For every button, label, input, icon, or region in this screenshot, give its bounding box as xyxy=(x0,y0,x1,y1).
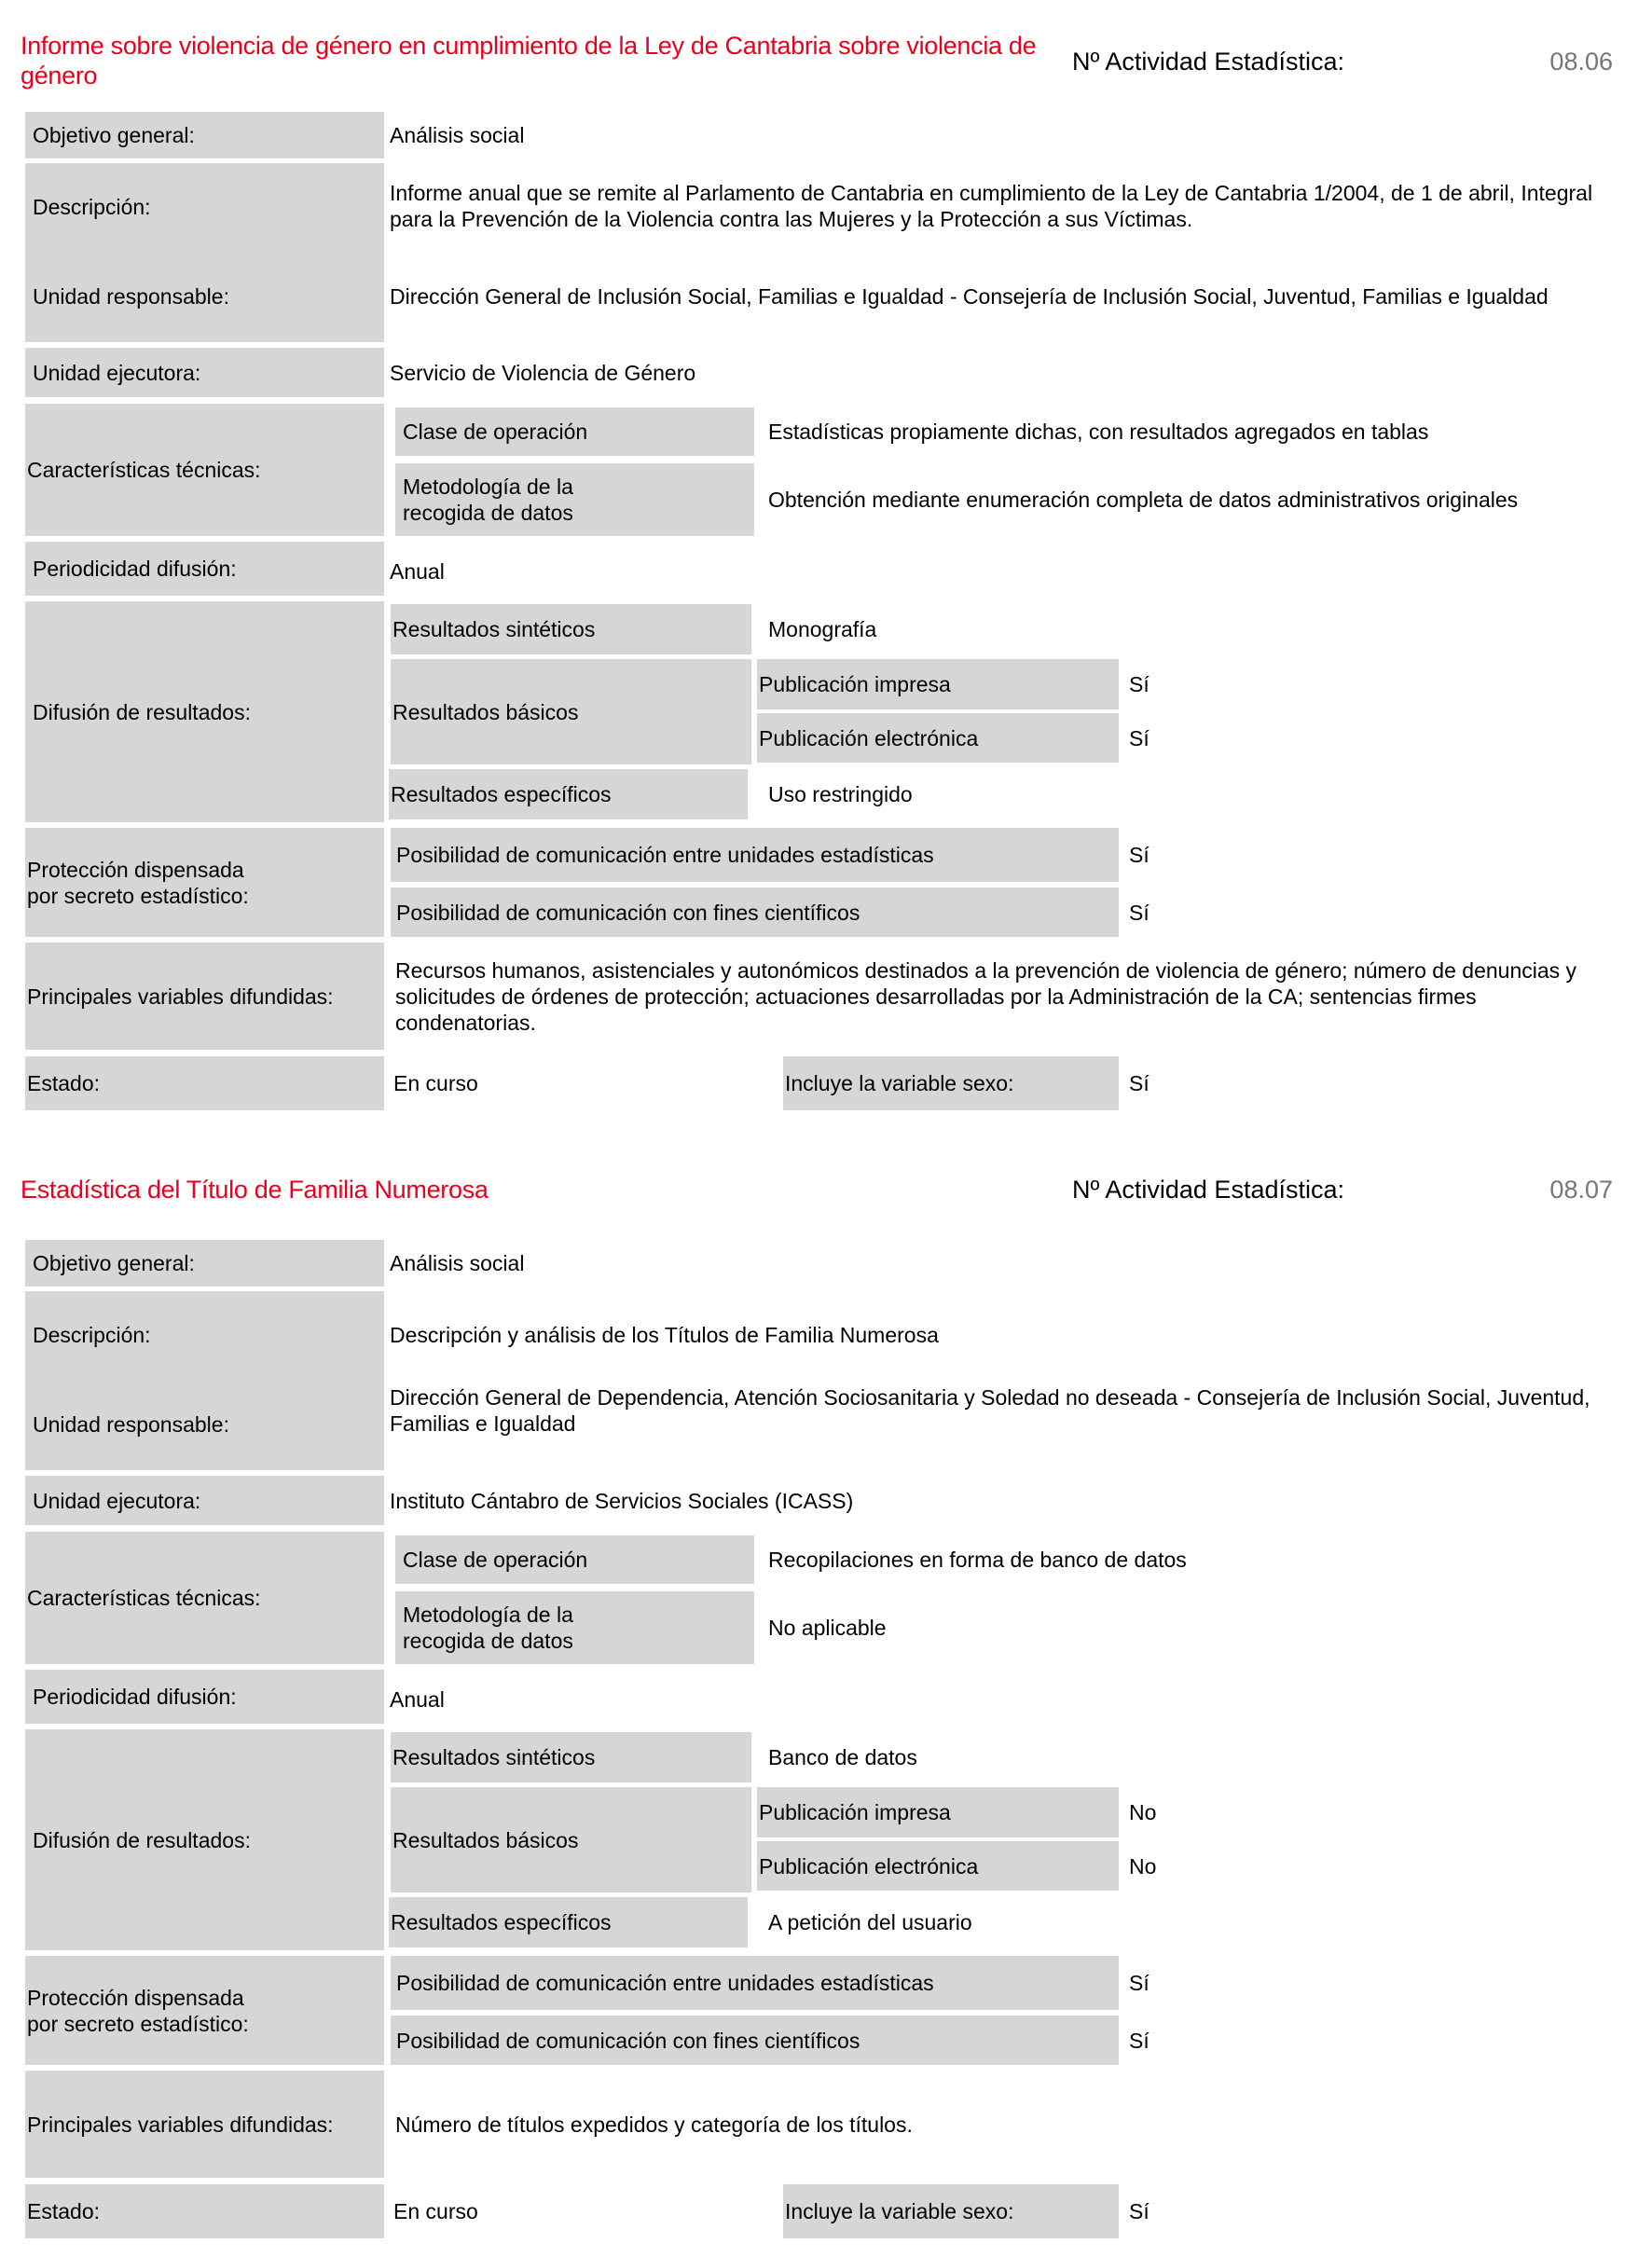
clase-operacion-label: Clase de operación xyxy=(395,1535,754,1584)
activity-number-label: Nº Actividad Estadística: xyxy=(1072,1176,1344,1204)
metodologia-label: Metodología de la recogida de datos xyxy=(395,1591,754,1664)
publicacion-electronica-label: Publicación electrónica xyxy=(757,1841,1119,1891)
periodicidad-label: Periodicidad difusión: xyxy=(25,1670,384,1724)
activity-number: 08.06 xyxy=(1549,48,1613,76)
difusion-label: Difusión de resultados: xyxy=(25,1729,384,1950)
resultados-especificos-value: A petición del usuario xyxy=(768,1910,972,1934)
estado-value: En curso xyxy=(393,1071,478,1095)
resultados-sinteticos-value: Monografía xyxy=(768,617,877,641)
unidad-responsable-value: Dirección General de Inclusión Social, Familias e Igualdad - Consejería de Inclusión Social, Juventud, Familias e Igualdad xyxy=(390,284,1549,309)
activity-number: 08.07 xyxy=(1549,1176,1613,1204)
periodicidad-value: Anual xyxy=(390,1687,445,1712)
variables-label: Principales variables difundidas: xyxy=(25,2071,384,2178)
objetivo-value: Análisis social xyxy=(390,123,525,147)
unidad-responsable-label: Unidad responsable: xyxy=(33,1412,229,1437)
activity-section xyxy=(0,1128,1652,2256)
unidad-responsable-value: Dirección General de Dependencia, Atención Sociosanitaria y Soledad no deseada - Consejería de Inclusión Social, Juventud, Familias e Igualdad xyxy=(390,1385,1590,1436)
resultados-especificos-value: Uso restringido xyxy=(768,782,913,806)
metodologia-label: Metodología de la recogida de datos xyxy=(395,463,754,536)
variable-sexo-label: Incluye la variable sexo: xyxy=(783,2184,1119,2238)
resultados-basicos-label: Resultados básicos xyxy=(391,1787,751,1892)
clase-operacion-label: Clase de operación xyxy=(395,407,754,456)
metodologia-value: No aplicable xyxy=(768,1616,887,1640)
activity-title: Estadística del Título de Familia Numerosa xyxy=(21,1176,489,1204)
descripcion-label: Descripción: xyxy=(33,1323,151,1347)
unidad-responsable-label: Unidad responsable: xyxy=(33,284,229,309)
resultados-sinteticos-label: Resultados sintéticos xyxy=(391,604,751,654)
resultados-especificos-label: Resultados específicos xyxy=(389,769,748,819)
resultados-basicos-label: Resultados básicos xyxy=(391,659,751,764)
activity-title: Informe sobre violencia de género en cumplimiento de la Ley de Cantabria sobre violencia de género xyxy=(21,32,1037,89)
comunicacion-cientificos-value: Sí xyxy=(1129,2028,1150,2053)
comunicacion-unidades-value: Sí xyxy=(1129,843,1150,867)
metodologia-value: Obtención mediante enumeración completa de datos administrativos originales xyxy=(768,488,1519,512)
variable-sexo-value: Sí xyxy=(1129,1071,1150,1095)
publicacion-impresa-value: No xyxy=(1129,1800,1157,1824)
unidad-ejecutora-label: Unidad ejecutora: xyxy=(25,348,384,397)
variable-sexo-value: Sí xyxy=(1129,2199,1150,2223)
objetivo-label: Objetivo general: xyxy=(25,112,384,158)
comunicacion-cientificos-label: Posibilidad de comunicación con fines científicos xyxy=(391,2016,1119,2065)
publicacion-impresa-value: Sí xyxy=(1129,672,1150,696)
caracteristicas-label: Características técnicas: xyxy=(25,404,384,536)
publicacion-electronica-value: Sí xyxy=(1129,725,1150,750)
publicacion-impresa-label: Publicación impresa xyxy=(757,659,1119,709)
estado-label: Estado: xyxy=(25,2184,384,2238)
comunicacion-unidades-value: Sí xyxy=(1129,1971,1150,1995)
descripcion-value: Informe anual que se remite al Parlamento de Cantabria en cumplimiento de la Ley de Cantabria 1/2004, de 1 de abril, Integral para la Prevención de la Violencia contra las Mujeres y la Protección a sus Víctimas. xyxy=(390,181,1593,231)
estado-value: En curso xyxy=(393,2199,478,2223)
unidad-ejecutora-value: Servicio de Violencia de Género xyxy=(390,360,696,385)
variables-value: Recursos humanos, asistenciales y autonómicos destinados a la prevención de violencia de género; número de denuncias y solicitudes de órdenes de protección; actuaciones desarrolladas por la Administración de la CA; sentencias firmes condenatorias. xyxy=(395,958,1577,1035)
clase-operacion-value: Recopilaciones en forma de banco de datos xyxy=(768,1548,1187,1572)
proteccion-label: Protección dispensada por secreto estadístico: xyxy=(25,1956,384,2065)
periodicidad-value: Anual xyxy=(390,559,445,584)
resultados-sinteticos-value: Banco de datos xyxy=(768,1745,917,1769)
descripcion-label: Descripción: xyxy=(33,195,151,219)
unidad-ejecutora-value: Instituto Cántabro de Servicios Sociales (ICASS) xyxy=(390,1488,854,1513)
difusion-label: Difusión de resultados: xyxy=(25,601,384,822)
variables-label: Principales variables difundidas: xyxy=(25,943,384,1050)
publicacion-electronica-label: Publicación electrónica xyxy=(757,713,1119,763)
comunicacion-unidades-label: Posibilidad de comunicación entre unidades estadísticas xyxy=(391,828,1119,882)
estado-label: Estado: xyxy=(25,1056,384,1110)
publicacion-impresa-label: Publicación impresa xyxy=(757,1787,1119,1837)
variables-value: Número de títulos expedidos y categoría de los títulos. xyxy=(395,2112,913,2137)
activity-number-label: Nº Actividad Estadística: xyxy=(1072,48,1344,76)
caracteristicas-label: Características técnicas: xyxy=(25,1532,384,1664)
activity-section xyxy=(0,0,1652,1128)
proteccion-label: Protección dispensada por secreto estadístico: xyxy=(25,828,384,937)
unidad-ejecutora-label: Unidad ejecutora: xyxy=(25,1476,384,1525)
objetivo-label: Objetivo general: xyxy=(25,1240,384,1287)
resultados-sinteticos-label: Resultados sintéticos xyxy=(391,1732,751,1782)
clase-operacion-value: Estadísticas propiamente dichas, con resultados agregados en tablas xyxy=(768,420,1429,444)
comunicacion-cientificos-label: Posibilidad de comunicación con fines científicos xyxy=(391,888,1119,937)
descripcion-value: Descripción y análisis de los Títulos de Familia Numerosa xyxy=(390,1323,939,1347)
comunicacion-unidades-label: Posibilidad de comunicación entre unidades estadísticas xyxy=(391,1956,1119,2010)
resultados-especificos-label: Resultados específicos xyxy=(389,1897,748,1947)
variable-sexo-label: Incluye la variable sexo: xyxy=(783,1056,1119,1110)
periodicidad-label: Periodicidad difusión: xyxy=(25,542,384,596)
publicacion-electronica-value: No xyxy=(1129,1853,1157,1879)
objetivo-value: Análisis social xyxy=(390,1251,525,1275)
comunicacion-cientificos-value: Sí xyxy=(1129,900,1150,925)
